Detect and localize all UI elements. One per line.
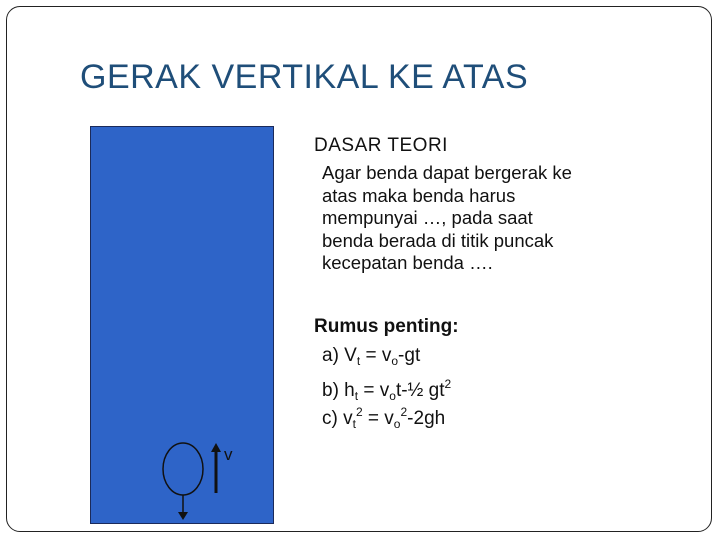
formula-a: a) $V_t = v_o-gt$ [322,345,421,368]
theory-heading: DASAR TEORI [314,135,448,156]
slide-title: GERAK VERTIKAL KE ATAS [80,58,529,96]
theory-line: Agar benda dapat bergerak ke [322,162,572,183]
theory-text [322,162,572,275]
theory-line: kecepatan benda …. [322,252,493,273]
theory-line: mempunyai …, pada saat [322,207,533,228]
velocity-label: v [224,445,233,464]
formulas-heading: Rumus penting: [314,316,459,337]
vertical-motion-panel [90,126,274,524]
formula-c: c) $v_t^2 = v_o^2-2gh$ [322,405,446,431]
theory-line: atas maka benda harus [322,184,516,206]
formula-b: b) $h_t$ = $v_ot-\frac{1}{2}$ $gt^2$ [322,377,452,403]
theory-line: benda berada di titik puncak [322,229,554,251]
